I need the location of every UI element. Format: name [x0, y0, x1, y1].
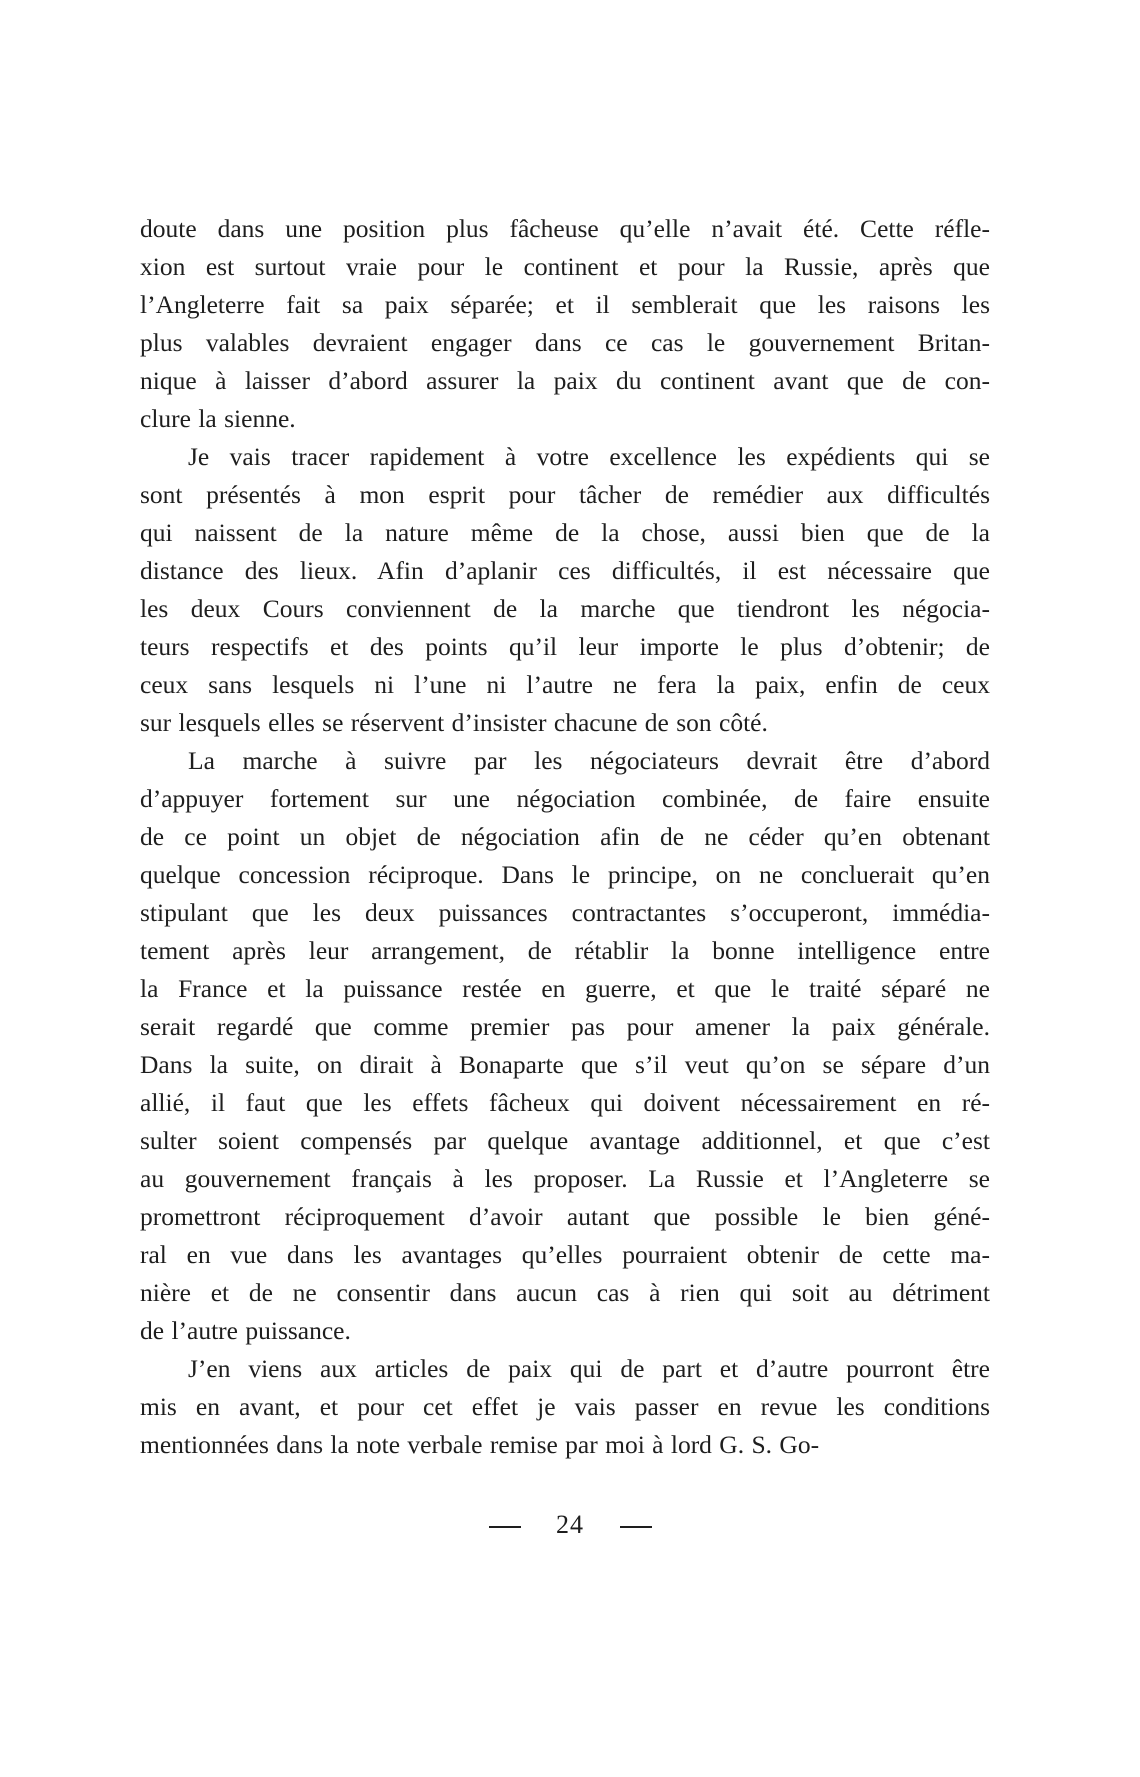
text-line: La marche à suivre par les négociateurs devrait être d’abord [188, 746, 990, 775]
paragraph [140, 210, 990, 438]
text-line: mis en avant, et pour cet effet je vais passer en revue les conditions [140, 1392, 990, 1421]
text-line: sont présentés à mon esprit pour tâcher de remédier aux difficultés [140, 480, 990, 509]
text-line: sur lesquels elles se réservent d’insister chacune de son côté. [140, 708, 768, 737]
text-line: allié, il faut que les effets fâcheux qui doivent nécessairement en ré- [140, 1088, 990, 1117]
text-line: la France et la puissance restée en guerre, et que le traité séparé ne [140, 974, 990, 1003]
text-line: Je vais tracer rapidement à votre excellence les expédients qui se [188, 442, 990, 471]
page-number-footer [0, 1510, 1140, 1540]
text-line: distance des lieux. Afin d’aplanir ces difficultés, il est nécessaire que [140, 556, 990, 585]
text-line: ceux sans lesquels ni l’une ni l’autre ne fera la paix, enfin de ceux [140, 670, 990, 699]
text-line: clure la sienne. [140, 404, 296, 433]
text-line: au gouvernement français à les proposer. La Russie et l’Angleterre se [140, 1164, 990, 1193]
text-line: qui naissent de la nature même de la chose, aussi bien que de la [140, 518, 990, 547]
text-line: de l’autre puissance. [140, 1316, 351, 1345]
text-line: plus valables devraient engager dans ce cas le gouvernement Britan- [140, 328, 990, 357]
text-line: mentionnées dans la note verbale remise par moi à lord G. S. Go- [140, 1430, 820, 1459]
paragraph [140, 1350, 990, 1464]
text-line: promettront réciproquement d’avoir autant que possible le bien géné- [140, 1202, 990, 1231]
text-line: quelque concession réciproque. Dans le principe, on ne concluerait qu’en [140, 860, 990, 889]
text-line: les deux Cours conviennent de la marche que tiendront les négocia- [140, 594, 990, 623]
text-line: tement après leur arrangement, de rétablir la bonne intelligence entre [140, 936, 990, 965]
text-line: de ce point un objet de négociation afin de ne céder qu’en obtenant [140, 822, 990, 851]
text-line: nière et de ne consentir dans aucun cas à rien qui soit au détriment [140, 1278, 990, 1307]
folio-dash-right [620, 1526, 652, 1528]
text-line: sulter soient compensés par quelque avantage additionnel, et que c’est [140, 1126, 990, 1155]
paragraph [140, 438, 990, 742]
text-line: serait regardé que comme premier pas pour amener la paix générale. [140, 1012, 990, 1041]
text-line: xion est surtout vraie pour le continent et pour la Russie, après que [140, 252, 990, 281]
text-line: doute dans une position plus fâcheuse qu’elle n’avait été. Cette réfle- [140, 214, 990, 243]
text-line: d’appuyer fortement sur une négociation combinée, de faire ensuite [140, 784, 990, 813]
text-line: teurs respectifs et des points qu’il leur importe le plus d’obtenir; de [140, 632, 990, 661]
page-number: 24 [556, 1510, 584, 1539]
paragraph [140, 742, 990, 1350]
text-line: Dans la suite, on dirait à Bonaparte que s’il veut qu’on se sépare d’un [140, 1050, 990, 1079]
text-line: nique à laisser d’abord assurer la paix du continent avant que de con- [140, 366, 990, 395]
text-line: J’en viens aux articles de paix qui de part et d’autre pourront être [188, 1354, 990, 1383]
text-line: ral en vue dans les avantages qu’elles pourraient obtenir de cette ma- [140, 1240, 990, 1269]
folio-dash-left [489, 1526, 521, 1528]
text-line: stipulant que les deux puissances contractantes s’occuperont, immédia- [140, 898, 990, 927]
text-line: l’Angleterre fait sa paix séparée; et il semblerait que les raisons les [140, 290, 990, 319]
body-text [140, 210, 990, 1464]
